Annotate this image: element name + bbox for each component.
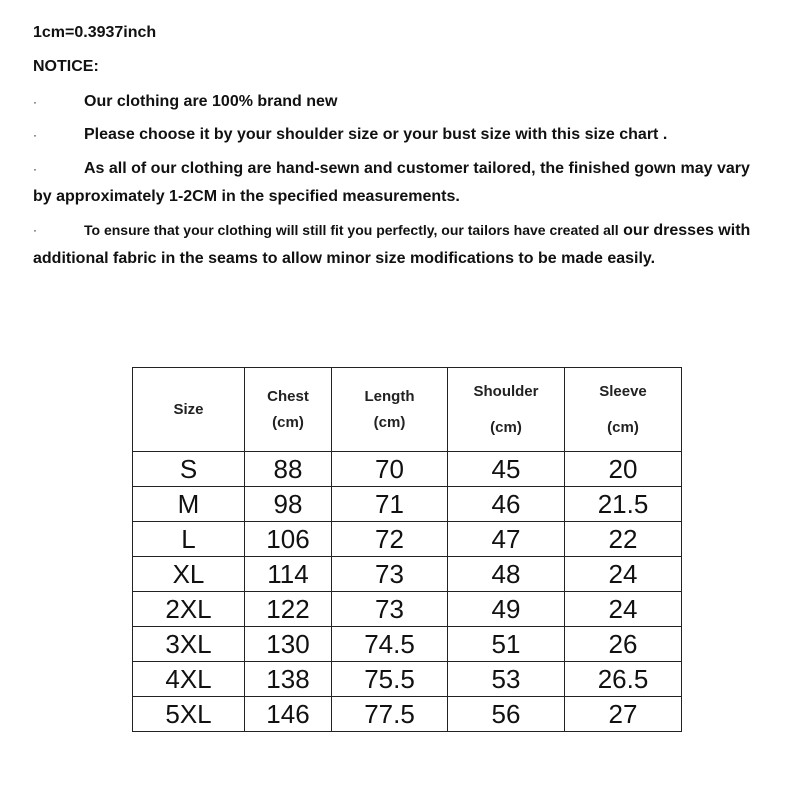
cell-sleeve: 27 [565, 697, 682, 732]
bullet-dot: · [33, 162, 37, 176]
cell-shoulder: 49 [448, 592, 565, 627]
cell-sleeve: 22 [565, 522, 682, 557]
cell-chest: 98 [245, 487, 332, 522]
table-row [133, 592, 682, 627]
bullet-dot: · [33, 95, 37, 109]
header-size: Size [133, 368, 245, 452]
table-row [133, 522, 682, 557]
notice-paragraph-4 [33, 216, 763, 273]
table-row [133, 697, 682, 732]
paragraph-text: Please choose it by your shoulder size or your bust size with this size chart . [84, 126, 668, 143]
cell-sleeve: 24 [565, 557, 682, 592]
table-row [133, 627, 682, 662]
cell-chest: 130 [245, 627, 332, 662]
paragraph-text [33, 216, 763, 273]
bullet-dot: · [33, 223, 37, 237]
cell-shoulder: 47 [448, 522, 565, 557]
notice-paragraph-2 [33, 121, 763, 149]
cell-chest: 106 [245, 522, 332, 557]
table-row [133, 557, 682, 592]
table-row [133, 452, 682, 487]
cell-size: S [133, 452, 245, 487]
cell-size: 2XL [133, 592, 245, 627]
cell-size: XL [133, 557, 245, 592]
header-chest: Chest (cm) [245, 368, 332, 452]
cell-sleeve: 26 [565, 627, 682, 662]
cell-length: 73 [332, 557, 448, 592]
cell-sleeve: 26.5 [565, 662, 682, 697]
cell-sleeve: 24 [565, 592, 682, 627]
cell-chest: 114 [245, 557, 332, 592]
cell-shoulder: 51 [448, 627, 565, 662]
cell-length: 77.5 [332, 697, 448, 732]
cell-size: 3XL [133, 627, 245, 662]
cell-shoulder: 56 [448, 697, 565, 732]
table-row [133, 662, 682, 697]
cell-chest: 138 [245, 662, 332, 697]
header-length: Length (cm) [332, 368, 448, 452]
cell-shoulder: 46 [448, 487, 565, 522]
cell-chest: 146 [245, 697, 332, 732]
cell-size: 4XL [133, 662, 245, 697]
cell-size: M [133, 487, 245, 522]
header-shoulder: Shoulder (cm) [448, 368, 565, 452]
size-chart-table [132, 367, 682, 732]
cell-chest: 122 [245, 592, 332, 627]
cell-sleeve: 20 [565, 452, 682, 487]
paragraph-text-rest: our dresses with additional fabric in the seams to allow minor size modifications to be made easily. [33, 222, 751, 267]
notice-title: NOTICE: [33, 58, 99, 75]
header-sleeve: Sleeve (cm) [565, 368, 682, 452]
cell-length: 75.5 [332, 662, 448, 697]
cell-length: 72 [332, 522, 448, 557]
notice-paragraph-1 [33, 88, 763, 116]
cell-shoulder: 45 [448, 452, 565, 487]
paragraph-text: As all of our clothing are hand-sewn and customer tailored, the finished gown may vary by approximately 1-2CM in the specified measurements. [33, 160, 750, 205]
paragraph-text-small: To ensure that your clothing will still fit you perfectly, our tailors have created all [84, 222, 619, 238]
cell-size: 5XL [133, 697, 245, 732]
table-row [133, 487, 682, 522]
notice-paragraph-3 [33, 155, 763, 211]
cell-length: 70 [332, 452, 448, 487]
cell-size: L [133, 522, 245, 557]
cell-length: 74.5 [332, 627, 448, 662]
cell-chest: 88 [245, 452, 332, 487]
table-header-row [133, 368, 682, 452]
cell-shoulder: 48 [448, 557, 565, 592]
cell-shoulder: 53 [448, 662, 565, 697]
cell-length: 71 [332, 487, 448, 522]
paragraph-text: Our clothing are 100% brand new [84, 93, 338, 110]
bullet-dot: · [33, 128, 37, 142]
cell-length: 73 [332, 592, 448, 627]
unit-conversion: 1cm=0.3937inch [33, 24, 157, 41]
table-body [133, 452, 682, 732]
cell-sleeve: 21.5 [565, 487, 682, 522]
